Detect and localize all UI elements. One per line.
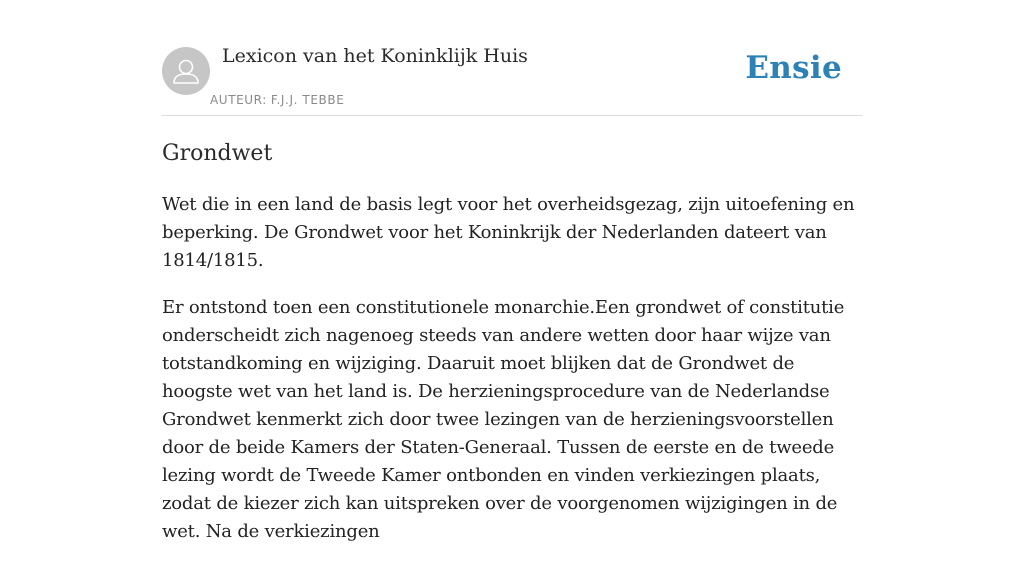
author-label: AUTEUR: [210, 93, 267, 107]
author-line [210, 93, 344, 107]
author-name[interactable]: F.J.J. TEBBE [270, 93, 345, 107]
article [162, 138, 862, 565]
header [162, 0, 862, 116]
entry-paragraph-1: Wet die in een land de basis legt voor het overheidsgezag, zijn uitoefening en beperking. De Grondwet voor het Koninkrijk der Nederlanden dateert van 1814/1815. [162, 194, 855, 271]
book-title[interactable]: Lexicon van het Koninklijk Huis [222, 45, 528, 67]
header-divider [162, 115, 862, 116]
user-avatar-icon [162, 47, 210, 95]
entry-title: Grondwet [162, 141, 273, 166]
brand-logo[interactable]: Ensie [745, 50, 842, 86]
entry-paragraph-2: Er ontstond toen een constitutionele monarchie.Een grondwet of constitutie onderscheidt zich nagenoeg steeds van andere wetten door haar wijze van totstandkoming en wijziging. Daaruit moet blijken dat de Grondwet de hoogste wet van het land is. De herzieningsprocedure van de Nederlandse Grondwet kenmerkt zich door twee lezingen van de herzieningsvoorstellen door de beide Kamers der Staten-Generaal. Tussen de eerste en de tweede lezing wordt de Tweede Kamer ontbonden en vinden verkiezingen plaats, zodat de kiezer zich kan uitspreken over de voorgenomen wijzigingen in de wet. Na de verkiezingen [162, 297, 845, 542]
